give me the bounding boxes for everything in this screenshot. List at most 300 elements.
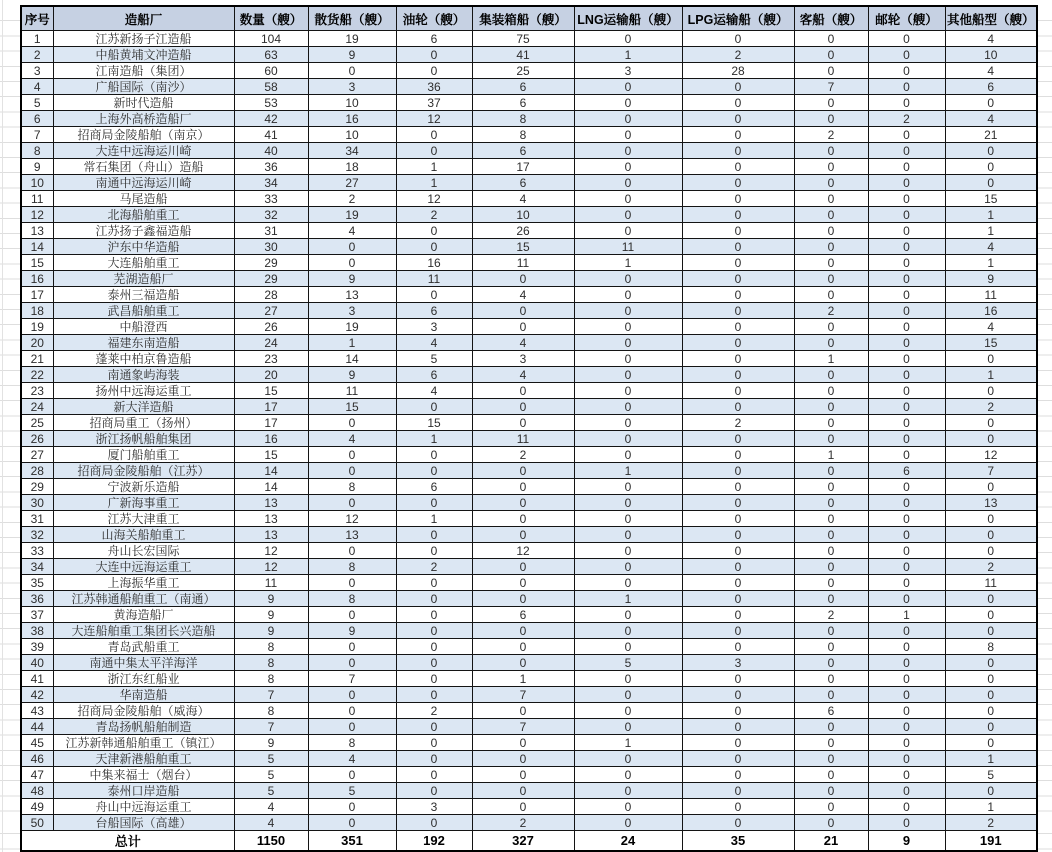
value-cell[interactable]: 0 [945,159,1037,175]
value-cell[interactable]: 0 [794,63,868,79]
value-cell[interactable]: 0 [574,607,682,623]
value-cell[interactable]: 0 [868,479,945,495]
shipyard-name-cell[interactable]: 山海关船舶重工 [53,527,234,543]
value-cell[interactable]: 0 [472,271,574,287]
value-cell[interactable]: 0 [682,719,794,735]
value-cell[interactable]: 0 [682,335,794,351]
value-cell[interactable]: 0 [682,383,794,399]
value-cell[interactable]: 27 [308,175,396,191]
value-cell[interactable]: 0 [682,79,794,95]
value-cell[interactable]: 0 [574,687,682,703]
shipyard-name-cell[interactable]: 福建东南造船 [53,335,234,351]
row-index-cell[interactable]: 11 [21,191,53,207]
value-cell[interactable]: 12 [396,111,472,127]
value-cell[interactable]: 6 [396,367,472,383]
value-cell[interactable]: 0 [574,671,682,687]
value-cell[interactable]: 0 [472,383,574,399]
value-cell[interactable]: 2 [682,47,794,63]
value-cell[interactable]: 0 [682,703,794,719]
row-index-cell[interactable]: 29 [21,479,53,495]
value-cell[interactable]: 7 [234,719,308,735]
row-index-cell[interactable]: 8 [21,143,53,159]
value-cell[interactable]: 4 [308,431,396,447]
value-cell[interactable]: 0 [574,367,682,383]
value-cell[interactable]: 9 [234,607,308,623]
column-header[interactable]: LNG运输船（艘） [574,6,682,31]
value-cell[interactable]: 0 [472,511,574,527]
value-cell[interactable]: 0 [868,767,945,783]
value-cell[interactable]: 0 [574,95,682,111]
value-cell[interactable]: 15 [234,383,308,399]
shipyard-name-cell[interactable]: 中集来福士（烟台） [53,767,234,783]
shipyard-name-cell[interactable]: 厦门船舶重工 [53,447,234,463]
value-cell[interactable]: 26 [472,223,574,239]
value-cell[interactable]: 0 [682,271,794,287]
value-cell[interactable]: 8 [234,639,308,655]
value-cell[interactable]: 0 [794,655,868,671]
value-cell[interactable]: 6 [396,31,472,47]
row-index-cell[interactable]: 15 [21,255,53,271]
row-index-cell[interactable]: 19 [21,319,53,335]
value-cell[interactable]: 1 [945,751,1037,767]
value-cell[interactable]: 0 [472,495,574,511]
shipyard-name-cell[interactable]: 江南造船（集团） [53,63,234,79]
value-cell[interactable]: 1 [868,607,945,623]
value-cell[interactable]: 0 [574,767,682,783]
value-cell[interactable]: 0 [868,639,945,655]
value-cell[interactable]: 0 [396,287,472,303]
value-cell[interactable]: 0 [868,543,945,559]
value-cell[interactable]: 0 [794,671,868,687]
value-cell[interactable]: 0 [945,479,1037,495]
value-cell[interactable]: 28 [682,63,794,79]
shipyard-name-cell[interactable]: 中船澄西 [53,319,234,335]
value-cell[interactable]: 0 [945,143,1037,159]
value-cell[interactable]: 0 [868,191,945,207]
column-header[interactable]: 数量（艘） [234,6,308,31]
value-cell[interactable]: 0 [682,367,794,383]
value-cell[interactable]: 0 [868,495,945,511]
shipyard-name-cell[interactable]: 江苏大津重工 [53,511,234,527]
value-cell[interactable]: 8 [308,735,396,751]
value-cell[interactable]: 0 [868,751,945,767]
value-cell[interactable]: 0 [574,319,682,335]
value-cell[interactable]: 0 [472,751,574,767]
value-cell[interactable]: 6 [472,143,574,159]
value-cell[interactable]: 0 [574,159,682,175]
shipyard-name-cell[interactable]: 新时代造船 [53,95,234,111]
value-cell[interactable]: 2 [396,559,472,575]
value-cell[interactable]: 0 [868,159,945,175]
column-header[interactable]: LPG运输船（艘） [682,6,794,31]
value-cell[interactable]: 0 [396,671,472,687]
row-index-cell[interactable]: 39 [21,639,53,655]
value-cell[interactable]: 5 [234,783,308,799]
value-cell[interactable]: 0 [868,239,945,255]
row-index-cell[interactable]: 16 [21,271,53,287]
value-cell[interactable]: 0 [794,95,868,111]
value-cell[interactable]: 5 [396,351,472,367]
value-cell[interactable]: 0 [794,335,868,351]
row-index-cell[interactable]: 13 [21,223,53,239]
value-cell[interactable]: 0 [396,47,472,63]
value-cell[interactable]: 0 [794,175,868,191]
value-cell[interactable]: 11 [308,383,396,399]
value-cell[interactable]: 4 [472,367,574,383]
value-cell[interactable]: 0 [472,655,574,671]
value-cell[interactable]: 0 [308,415,396,431]
row-index-cell[interactable]: 1 [21,31,53,47]
value-cell[interactable]: 11 [945,575,1037,591]
value-cell[interactable]: 16 [945,303,1037,319]
shipyard-name-cell[interactable]: 泰州三福造船 [53,287,234,303]
value-cell[interactable]: 15 [396,415,472,431]
value-cell[interactable]: 0 [945,671,1037,687]
value-cell[interactable]: 0 [472,527,574,543]
value-cell[interactable]: 0 [396,751,472,767]
value-cell[interactable]: 0 [945,719,1037,735]
value-cell[interactable]: 0 [682,351,794,367]
value-cell[interactable]: 0 [682,31,794,47]
value-cell[interactable]: 0 [794,479,868,495]
value-cell[interactable]: 15 [472,239,574,255]
value-cell[interactable]: 2 [472,815,574,831]
value-cell[interactable]: 0 [794,591,868,607]
value-cell[interactable]: 11 [472,431,574,447]
value-cell[interactable]: 0 [868,719,945,735]
value-cell[interactable]: 19 [308,207,396,223]
value-cell[interactable]: 0 [574,143,682,159]
shipyard-name-cell[interactable]: 广船国际（南沙） [53,79,234,95]
shipyard-name-cell[interactable]: 招商局金陵船舶（南京） [53,127,234,143]
value-cell[interactable]: 0 [574,127,682,143]
row-index-cell[interactable]: 6 [21,111,53,127]
value-cell[interactable]: 29 [234,271,308,287]
row-index-cell[interactable]: 27 [21,447,53,463]
value-cell[interactable]: 0 [868,735,945,751]
value-cell[interactable]: 3 [308,303,396,319]
value-cell[interactable]: 0 [868,703,945,719]
value-cell[interactable]: 16 [396,255,472,271]
value-cell[interactable]: 0 [682,575,794,591]
value-cell[interactable]: 0 [574,479,682,495]
value-cell[interactable]: 1 [574,255,682,271]
value-cell[interactable]: 5 [945,767,1037,783]
value-cell[interactable]: 10 [945,47,1037,63]
value-cell[interactable]: 1 [945,367,1037,383]
shipyard-name-cell[interactable]: 舟山长宏国际 [53,543,234,559]
value-cell[interactable]: 0 [794,415,868,431]
value-cell[interactable]: 7 [472,719,574,735]
value-cell[interactable]: 0 [945,175,1037,191]
value-cell[interactable]: 0 [574,207,682,223]
value-cell[interactable]: 0 [868,95,945,111]
value-cell[interactable]: 0 [574,79,682,95]
value-cell[interactable]: 0 [396,735,472,751]
value-cell[interactable]: 0 [472,399,574,415]
row-index-cell[interactable]: 5 [21,95,53,111]
value-cell[interactable]: 0 [472,319,574,335]
total-value-cell[interactable]: 21 [794,831,868,852]
value-cell[interactable]: 0 [574,751,682,767]
value-cell[interactable]: 0 [682,399,794,415]
row-index-cell[interactable]: 2 [21,47,53,63]
value-cell[interactable]: 0 [868,63,945,79]
value-cell[interactable]: 0 [396,687,472,703]
value-cell[interactable]: 0 [868,367,945,383]
value-cell[interactable]: 0 [396,399,472,415]
shipyard-name-cell[interactable]: 武昌船舶重工 [53,303,234,319]
value-cell[interactable]: 0 [682,671,794,687]
value-cell[interactable]: 14 [308,351,396,367]
shipyard-name-cell[interactable]: 舟山中远海运重工 [53,799,234,815]
row-index-cell[interactable]: 41 [21,671,53,687]
value-cell[interactable]: 63 [234,47,308,63]
value-cell[interactable]: 4 [396,383,472,399]
value-cell[interactable]: 0 [682,591,794,607]
value-cell[interactable]: 8 [945,639,1037,655]
row-index-cell[interactable]: 49 [21,799,53,815]
value-cell[interactable]: 0 [868,431,945,447]
value-cell[interactable]: 0 [945,415,1037,431]
value-cell[interactable]: 0 [682,607,794,623]
total-label-cell[interactable]: 总计 [21,831,234,852]
value-cell[interactable]: 0 [945,687,1037,703]
value-cell[interactable]: 1 [472,671,574,687]
value-cell[interactable]: 34 [234,175,308,191]
value-cell[interactable]: 0 [396,719,472,735]
value-cell[interactable]: 6 [396,303,472,319]
value-cell[interactable]: 0 [794,511,868,527]
value-cell[interactable]: 0 [794,783,868,799]
value-cell[interactable]: 0 [396,495,472,511]
row-index-cell[interactable]: 32 [21,527,53,543]
value-cell[interactable]: 0 [794,159,868,175]
row-index-cell[interactable]: 35 [21,575,53,591]
value-cell[interactable]: 0 [682,431,794,447]
row-index-cell[interactable]: 20 [21,335,53,351]
value-cell[interactable]: 2 [945,399,1037,415]
shipyard-name-cell[interactable]: 江苏扬子鑫福造船 [53,223,234,239]
value-cell[interactable]: 3 [308,79,396,95]
value-cell[interactable]: 1 [574,735,682,751]
shipyard-name-cell[interactable]: 招商局重工（扬州） [53,415,234,431]
value-cell[interactable]: 0 [574,175,682,191]
value-cell[interactable]: 0 [868,591,945,607]
value-cell[interactable]: 0 [682,767,794,783]
value-cell[interactable]: 13 [308,527,396,543]
value-cell[interactable]: 0 [396,527,472,543]
value-cell[interactable]: 0 [794,239,868,255]
shipyard-name-cell[interactable]: 中船黄埔文冲造船 [53,47,234,63]
value-cell[interactable]: 0 [396,607,472,623]
value-cell[interactable]: 0 [682,447,794,463]
total-value-cell[interactable]: 9 [868,831,945,852]
value-cell[interactable]: 19 [308,31,396,47]
value-cell[interactable]: 0 [472,783,574,799]
value-cell[interactable]: 0 [308,719,396,735]
row-index-cell[interactable]: 23 [21,383,53,399]
shipyard-name-cell[interactable]: 大连中远海运川崎 [53,143,234,159]
row-index-cell[interactable]: 22 [21,367,53,383]
value-cell[interactable]: 5 [234,767,308,783]
value-cell[interactable]: 0 [794,767,868,783]
value-cell[interactable]: 24 [234,335,308,351]
value-cell[interactable]: 2 [868,111,945,127]
value-cell[interactable]: 0 [868,575,945,591]
value-cell[interactable]: 41 [472,47,574,63]
column-header[interactable]: 邮轮（艘） [868,6,945,31]
value-cell[interactable]: 7 [794,79,868,95]
value-cell[interactable]: 10 [308,95,396,111]
shipyard-name-cell[interactable]: 新大洋造船 [53,399,234,415]
shipyard-name-cell[interactable]: 常石集团（舟山）造船 [53,159,234,175]
value-cell[interactable]: 0 [794,319,868,335]
value-cell[interactable]: 0 [682,639,794,655]
value-cell[interactable]: 1 [945,207,1037,223]
value-cell[interactable]: 0 [794,527,868,543]
value-cell[interactable]: 0 [396,639,472,655]
value-cell[interactable]: 75 [472,31,574,47]
value-cell[interactable]: 7 [945,463,1037,479]
value-cell[interactable]: 0 [868,783,945,799]
value-cell[interactable]: 104 [234,31,308,47]
value-cell[interactable]: 0 [574,223,682,239]
value-cell[interactable]: 0 [682,495,794,511]
row-index-cell[interactable]: 28 [21,463,53,479]
value-cell[interactable]: 0 [574,431,682,447]
value-cell[interactable]: 8 [234,671,308,687]
row-index-cell[interactable]: 25 [21,415,53,431]
value-cell[interactable]: 6 [868,463,945,479]
shipyard-name-cell[interactable]: 大连船舶重工集团长兴造船 [53,623,234,639]
value-cell[interactable]: 0 [308,447,396,463]
value-cell[interactable]: 0 [472,703,574,719]
value-cell[interactable]: 29 [234,255,308,271]
value-cell[interactable]: 8 [308,479,396,495]
shipyard-name-cell[interactable]: 南通中集太平洋海洋 [53,655,234,671]
value-cell[interactable]: 1 [794,351,868,367]
value-cell[interactable]: 0 [794,255,868,271]
value-cell[interactable]: 0 [794,47,868,63]
value-cell[interactable]: 0 [945,95,1037,111]
value-cell[interactable]: 0 [308,655,396,671]
value-cell[interactable]: 0 [868,287,945,303]
value-cell[interactable]: 0 [868,351,945,367]
shipyard-name-cell[interactable]: 江苏新韩通船舶重工（镇江） [53,735,234,751]
value-cell[interactable]: 8 [472,127,574,143]
value-cell[interactable]: 0 [794,751,868,767]
value-cell[interactable]: 0 [868,671,945,687]
value-cell[interactable]: 3 [396,799,472,815]
value-cell[interactable]: 18 [308,159,396,175]
value-cell[interactable]: 0 [472,799,574,815]
value-cell[interactable]: 0 [396,63,472,79]
shipyard-name-cell[interactable]: 芜湖造船厂 [53,271,234,287]
value-cell[interactable]: 0 [472,591,574,607]
value-cell[interactable]: 0 [396,127,472,143]
value-cell[interactable]: 13 [945,495,1037,511]
value-cell[interactable]: 11 [234,575,308,591]
row-index-cell[interactable]: 43 [21,703,53,719]
row-index-cell[interactable]: 50 [21,815,53,831]
value-cell[interactable]: 7 [234,687,308,703]
value-cell[interactable]: 4 [945,111,1037,127]
value-cell[interactable]: 0 [396,815,472,831]
value-cell[interactable]: 0 [868,415,945,431]
value-cell[interactable]: 0 [794,111,868,127]
value-cell[interactable]: 7 [472,687,574,703]
value-cell[interactable]: 0 [574,287,682,303]
value-cell[interactable]: 17 [234,399,308,415]
column-header[interactable]: 造船厂 [53,6,234,31]
value-cell[interactable]: 0 [945,655,1037,671]
value-cell[interactable]: 1 [308,335,396,351]
value-cell[interactable]: 0 [868,799,945,815]
shipyard-name-cell[interactable]: 青岛扬帆船舶制造 [53,719,234,735]
value-cell[interactable]: 0 [396,223,472,239]
value-cell[interactable]: 26 [234,319,308,335]
value-cell[interactable]: 1 [396,159,472,175]
value-cell[interactable]: 0 [794,191,868,207]
value-cell[interactable]: 3 [682,655,794,671]
value-cell[interactable]: 0 [794,383,868,399]
value-cell[interactable]: 0 [308,63,396,79]
value-cell[interactable]: 0 [945,591,1037,607]
value-cell[interactable]: 0 [682,159,794,175]
value-cell[interactable]: 0 [396,463,472,479]
row-index-cell[interactable]: 24 [21,399,53,415]
value-cell[interactable]: 21 [945,127,1037,143]
value-cell[interactable]: 0 [945,527,1037,543]
value-cell[interactable]: 0 [868,175,945,191]
value-cell[interactable]: 1 [794,447,868,463]
value-cell[interactable]: 4 [396,335,472,351]
value-cell[interactable]: 2 [945,559,1037,575]
value-cell[interactable]: 0 [868,255,945,271]
value-cell[interactable]: 0 [396,543,472,559]
value-cell[interactable]: 0 [574,575,682,591]
value-cell[interactable]: 0 [574,303,682,319]
value-cell[interactable]: 0 [472,623,574,639]
value-cell[interactable]: 0 [682,207,794,223]
value-cell[interactable]: 0 [308,495,396,511]
value-cell[interactable]: 0 [308,687,396,703]
value-cell[interactable]: 14 [234,479,308,495]
value-cell[interactable]: 15 [234,447,308,463]
value-cell[interactable]: 0 [682,623,794,639]
row-index-cell[interactable]: 40 [21,655,53,671]
value-cell[interactable]: 0 [682,95,794,111]
value-cell[interactable]: 1 [945,255,1037,271]
row-index-cell[interactable]: 45 [21,735,53,751]
value-cell[interactable]: 10 [472,207,574,223]
value-cell[interactable]: 5 [234,751,308,767]
value-cell[interactable]: 40 [234,143,308,159]
value-cell[interactable]: 0 [794,623,868,639]
value-cell[interactable]: 9 [234,591,308,607]
value-cell[interactable]: 0 [472,639,574,655]
total-value-cell[interactable]: 191 [945,831,1037,852]
value-cell[interactable]: 30 [234,239,308,255]
value-cell[interactable]: 23 [234,351,308,367]
value-cell[interactable]: 8 [308,559,396,575]
value-cell[interactable]: 9 [234,735,308,751]
row-index-cell[interactable]: 47 [21,767,53,783]
value-cell[interactable]: 0 [682,111,794,127]
value-cell[interactable]: 12 [472,543,574,559]
value-cell[interactable]: 4 [308,751,396,767]
